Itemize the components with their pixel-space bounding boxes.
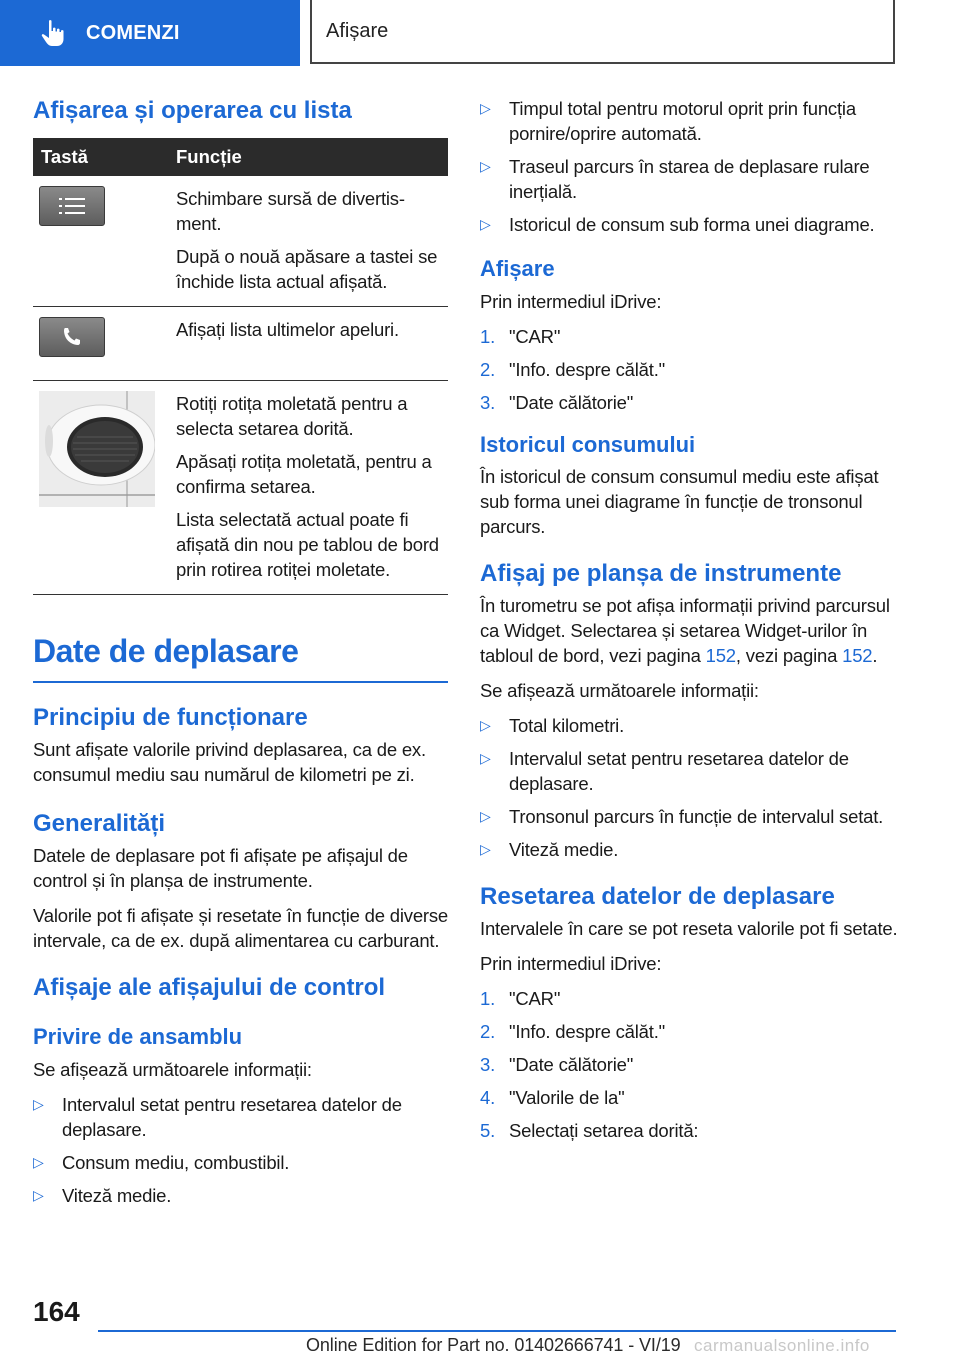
principle-heading: Principiu de funcționare	[33, 704, 308, 731]
chapter-title: Date de deplasare	[33, 631, 448, 683]
function-text: Lista selectată actual poate fi afișată din nou pe tablou de bord prin rotirea rotiței moletate.	[176, 509, 439, 580]
continued-list	[480, 96, 900, 237]
step-item: 5. Selectați setarea dorită:	[480, 1120, 699, 1141]
list-icon	[39, 186, 105, 226]
page-link[interactable]: 152	[842, 645, 873, 666]
history-heading: Istoricul consumului	[480, 431, 696, 457]
step-item: 2. "Info. despre călăt."	[480, 358, 665, 380]
edition-text: Online Edition for Part no. 01402666741 - VI/19	[306, 1335, 681, 1355]
list-item: ▷ Traseul parcurs în starea de deplasare rulare inerțială.	[480, 154, 900, 204]
function-text: Rotiți rotița moletată pentru a selecta setarea dorită.	[176, 393, 408, 439]
step-item: 1. "CAR"	[480, 325, 561, 347]
step-item: 4. "Valorile de la"	[480, 1087, 625, 1108]
list-item: ▷ Total kilometri.	[480, 713, 900, 738]
function-cell	[168, 381, 448, 595]
history-text: În istoricul de consum consumul mediu este afișat sub forma unei diagrame în funcție de tronsonul parcurs.	[480, 466, 879, 537]
function-cell	[168, 307, 448, 381]
table-heading: Afișarea și operarea cu lista	[33, 97, 352, 124]
display-heading: Afișare	[480, 256, 555, 281]
page-link[interactable]: 152	[705, 645, 736, 666]
list-item: ▷ Intervalul setat pentru resetarea datelor de deplasare.	[33, 1092, 448, 1142]
function-text: Afișați lista ultimelor apeluri.	[176, 319, 399, 340]
general-paragraph: Datele de deplasare pot fi afișate pe afișajul de control și în planșa de instrumente.	[33, 845, 408, 891]
controller-knob-icon	[39, 391, 155, 507]
reset-intro: Prin intermediul iDrive:	[480, 953, 662, 974]
display-intro: Prin intermediul iDrive:	[480, 290, 662, 312]
step-item: 3. "Date călătorie"	[480, 391, 634, 413]
chapter-tab[interactable]	[0, 0, 300, 66]
function-text: După o nouă apăsare a tastei se închide lista actual afișată.	[176, 246, 438, 292]
overview-heading: Privire de ansamblu	[33, 1024, 243, 1049]
cluster-heading: Afișaj pe planșa de instrumente	[480, 560, 842, 587]
footer-rule	[98, 1330, 896, 1332]
step-item: 1. "CAR"	[480, 988, 561, 1009]
overview-intro: Se afișează următoarele informații:	[33, 1058, 312, 1080]
cluster-text: În turometru se pot afișa informații privind parcursul ca Widget. Selectarea și setarea Widget-urilor în tabloul de bord, vezi pagina 152, vezi pagina 152.	[480, 595, 890, 666]
reset-steps	[480, 986, 900, 1143]
table-header-key: Tastă	[33, 138, 168, 176]
function-text: Apăsați rotița moletată, pentru a confirma setarea.	[176, 451, 432, 497]
list-item: ▷ Istoricul de consum sub forma unei diagrame.	[480, 212, 900, 237]
general-heading: Generalități	[33, 810, 166, 837]
table-header-function: Funcție	[168, 138, 448, 176]
principle-text: Sunt afișate valorile privind deplasarea, ca de ex. consumul mediu sau numărul de kilometri pe zi.	[33, 739, 426, 785]
list-item: ▷ Tronsonul parcurs în funcție de intervalul setat.	[480, 804, 900, 829]
list-item: ▷ Consum mediu, combustibil.	[33, 1150, 448, 1175]
display-steps	[480, 324, 900, 415]
key-cell	[33, 176, 168, 307]
overview-list	[33, 1092, 448, 1208]
section-header	[310, 0, 895, 64]
key-function-table	[33, 138, 448, 595]
list-item: ▷ Timpul total pentru motorul oprit prin funcția pornire/oprire automată.	[480, 96, 900, 146]
function-text: Schimbare sursă de divertisment.	[176, 188, 406, 234]
left-column	[33, 96, 448, 1218]
reset-text: Intervalele în care se pot reseta valorile pot fi setate.	[480, 918, 898, 939]
display-section-heading: Afișaje ale afișajului de control	[33, 974, 386, 1001]
chapter-tab-label: COMENZI	[86, 21, 180, 44]
step-item: 3. "Date călătorie"	[480, 1054, 634, 1075]
key-cell	[33, 307, 168, 381]
general-paragraph: Valorile pot fi afișate și resetate în funcție de diverse intervale, ca de ex. după alimentarea cu carburant.	[33, 905, 449, 951]
phone-icon	[39, 317, 105, 357]
watermark: carmanualsonline.info	[694, 1336, 870, 1355]
list-item: ▷ Intervalul setat pentru resetarea datelor de deplasare.	[480, 746, 900, 796]
list-item: ▷ Viteză medie.	[33, 1183, 448, 1208]
section-title: Afișare	[326, 19, 389, 42]
key-cell	[33, 381, 168, 595]
reset-heading: Resetarea datelor de deplasare	[480, 883, 835, 910]
table-row	[33, 307, 448, 381]
right-column	[480, 96, 900, 1153]
page-number: 164	[33, 1296, 80, 1327]
table-row	[33, 176, 448, 307]
step-item: 2. "Info. despre călăt."	[480, 1021, 665, 1042]
list-item: ▷ Viteză medie.	[480, 837, 900, 862]
hand-pointer-icon	[40, 19, 66, 47]
cluster-intro: Se afișează următoarele informații:	[480, 680, 759, 701]
cluster-list	[480, 713, 900, 862]
table-row	[33, 381, 448, 595]
function-cell	[168, 176, 448, 307]
